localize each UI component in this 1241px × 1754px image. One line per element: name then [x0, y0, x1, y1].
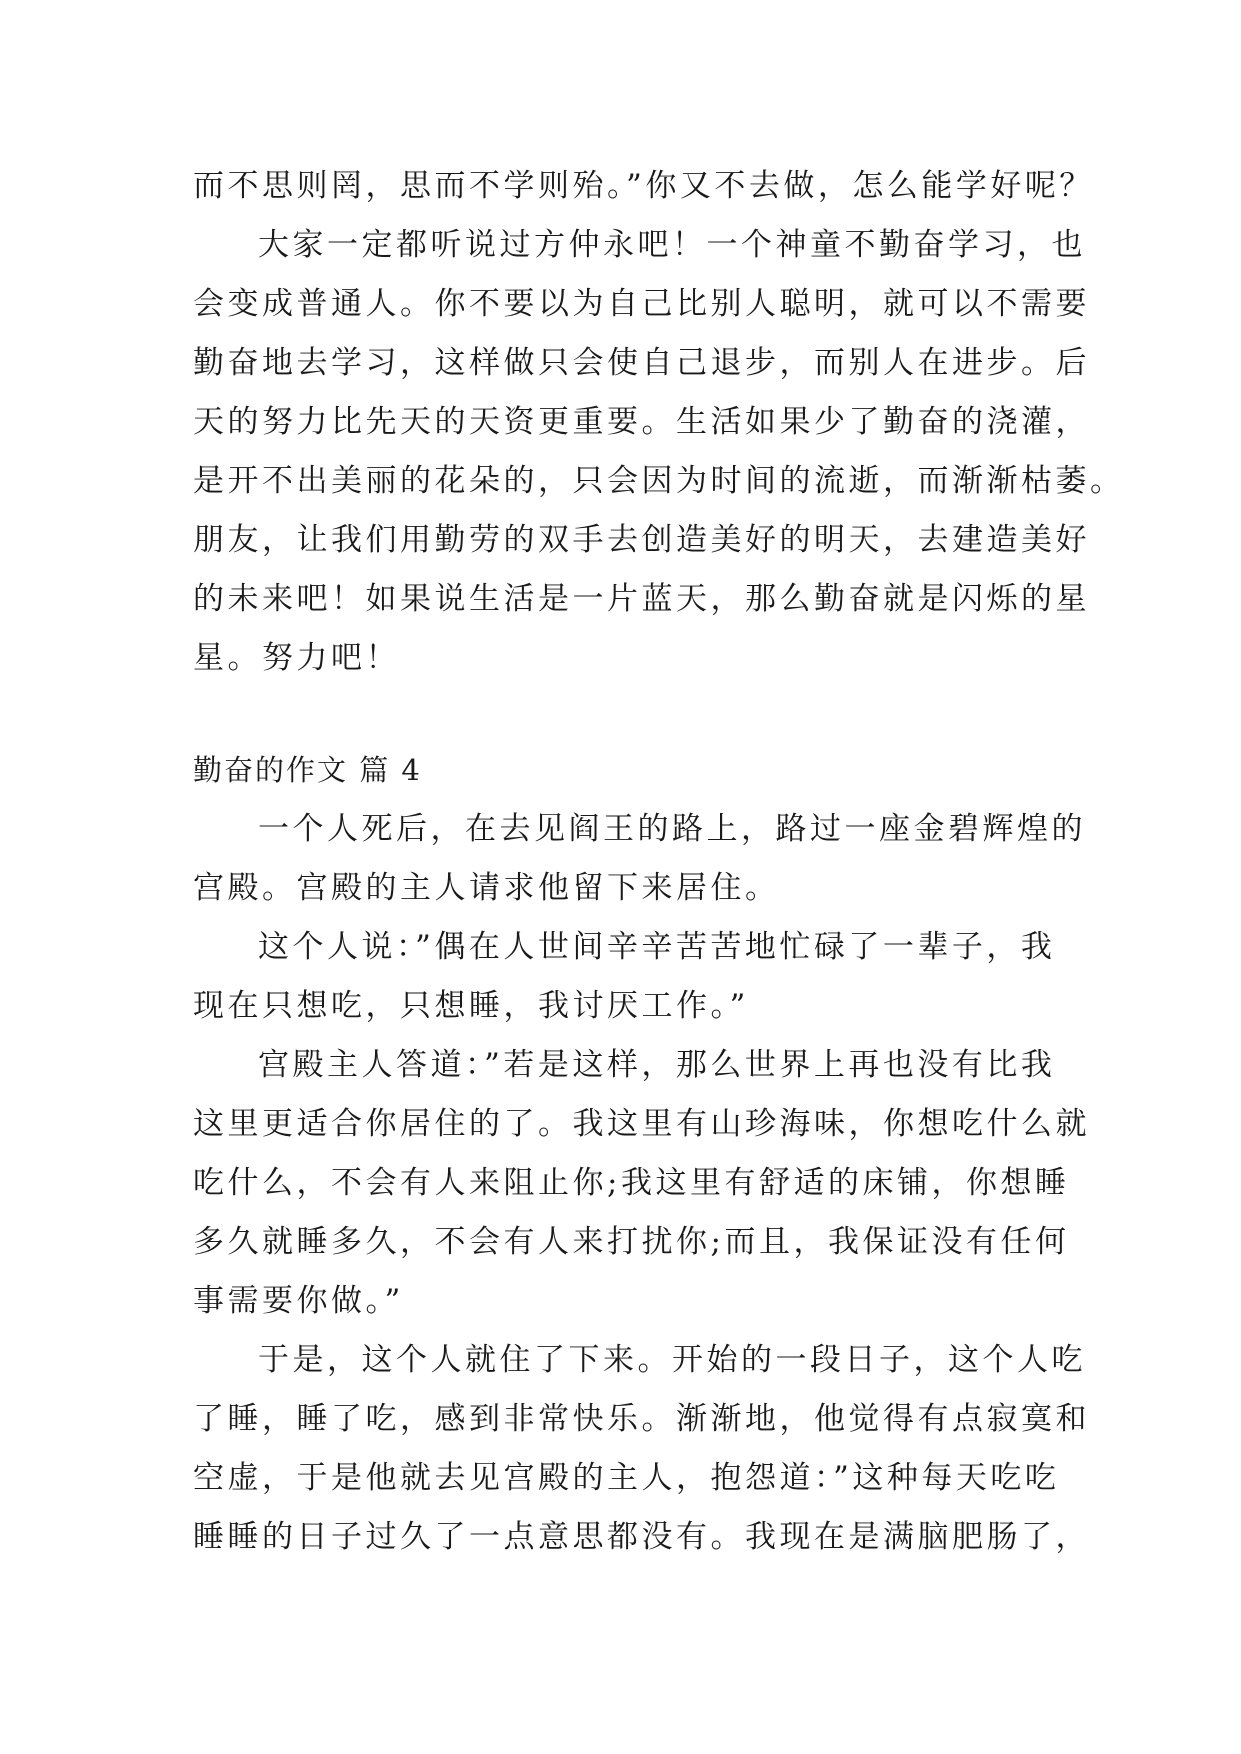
text-line: 勤奋地去学习，这样做只会使自己退步，而别人在进步。后 [193, 345, 1090, 381]
section-heading: 勤奋的作文 篇 4 [193, 753, 422, 787]
text-line: 一个人死后，在去见阎王的路上，路过一座金碧辉煌的 [258, 811, 1086, 847]
text-line: 吃什么，不会有人来阻止你;我这里有舒适的床铺，你想睡 [193, 1165, 1070, 1201]
text-line: 是开不出美丽的花朵的，只会因为时间的流逝，而渐渐枯萎。 [193, 463, 1125, 499]
text-line: 大家一定都听说过方仲永吧！一个神童不勤奋学习，也 [258, 227, 1086, 263]
text-line: 宫殿主人答道：”若是这样，那么世界上再也没有比我 [258, 1047, 1056, 1083]
text-line: 这个人说：”偶在人世间辛辛苦苦地忙碌了一辈子，我 [258, 929, 1056, 965]
text-line: 天的努力比先天的天资更重要。生活如果少了勤奋的浇灌， [193, 404, 1090, 440]
text-line: 星。努力吧！ [193, 640, 400, 676]
text-line: 睡睡的日子过久了一点意思都没有。我现在是满脑肥肠了， [193, 1519, 1090, 1555]
text-line: 空虚，于是他就去见宫殿的主人，抱怨道：”这种每天吃吃 [193, 1460, 1060, 1496]
text-line: 现在只想吃，只想睡，我讨厌工作。” [193, 988, 749, 1024]
text-line: 朋友，让我们用勤劳的双手去创造美好的明天，去建造美好 [193, 522, 1090, 558]
text-line: 会变成普通人。你不要以为自己比别人聪明，就可以不需要 [193, 286, 1090, 322]
text-line: 于是，这个人就住了下来。开始的一段日子，这个人吃 [258, 1342, 1086, 1378]
text-line: 这里更适合你居住的了。我这里有山珍海味，你想吃什么就 [193, 1106, 1090, 1142]
text-line: 的未来吧！如果说生活是一片蓝天，那么勤奋就是闪烁的星 [193, 581, 1090, 617]
text-line: 宫殿。宫殿的主人请求他留下来居住。 [193, 870, 780, 906]
text-line: 多久就睡多久，不会有人来打扰你;而且，我保证没有任何 [193, 1224, 1070, 1260]
text-line: 而不思则罔，思而不学则殆。”你又不去做，怎么能学好呢？ [193, 168, 1094, 204]
text-line: 了睡，睡了吃，感到非常快乐。渐渐地，他觉得有点寂寞和 [193, 1401, 1090, 1437]
text-line: 事需要你做。” [193, 1283, 404, 1319]
